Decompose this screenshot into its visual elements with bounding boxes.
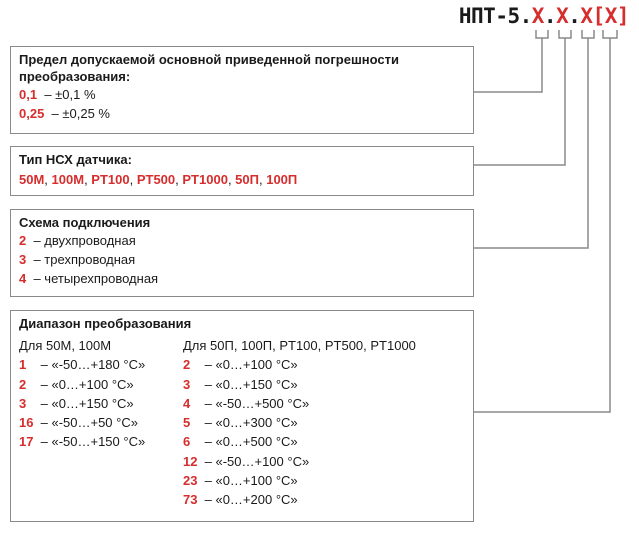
range-item [183, 394, 416, 413]
range-text: – «0…+100 °C» [40, 376, 134, 392]
accuracy-box [10, 46, 474, 134]
range-item [183, 452, 416, 471]
separator: , [129, 172, 137, 187]
range-code: 1 [19, 357, 27, 373]
range-text: – «-50…+150 °C» [40, 434, 146, 450]
wiring-code: 3 [19, 252, 27, 267]
range-text: – «-50…+180 °C» [40, 357, 146, 373]
wiring-code: 4 [19, 271, 27, 286]
bracket-sensor [559, 30, 571, 38]
dot-separator: . [543, 4, 557, 28]
range-item [19, 375, 145, 394]
range-text: – «0…+100 °C» [204, 473, 298, 489]
accuracy-item [19, 85, 465, 104]
range-code: 23 [183, 473, 198, 489]
range-text: – «-50…+50 °C» [40, 415, 138, 431]
range-item [183, 432, 416, 451]
range-item [183, 375, 416, 394]
range-text: – «0…+300 °C» [204, 415, 298, 431]
separator: , [44, 172, 52, 187]
sensor-type: PT1000 [182, 172, 228, 187]
accuracy-text: – ±0,1 % [44, 87, 96, 102]
wiring-heading: Схема подключения [19, 215, 151, 230]
separator: , [258, 172, 267, 187]
accuracy-item [19, 104, 465, 123]
placeholder-accuracy: X [531, 4, 544, 28]
range-text: – «-50…+100 °C» [204, 453, 310, 469]
wiring-box [10, 209, 474, 297]
wiring-code: 2 [19, 233, 27, 248]
sensor-type: PT500 [136, 172, 176, 187]
range-code: 3 [183, 376, 191, 392]
bracket-wiring [582, 30, 594, 38]
wiring-item [19, 269, 465, 288]
sensor-box [10, 146, 474, 196]
placeholder-range: X [604, 4, 617, 28]
range-item [183, 471, 416, 490]
accuracy-heading-cont: преобразования: [19, 69, 131, 84]
range-code: 6 [183, 434, 191, 450]
bracket-range [603, 30, 617, 38]
accuracy-text: – ±0,25 % [51, 106, 110, 121]
placeholder-sensor: X [556, 4, 569, 28]
accuracy-heading: Предел допускаемой основной приведенной погрешности [19, 52, 400, 67]
placeholder-wiring: X [580, 4, 593, 28]
separator: , [227, 172, 236, 187]
range-heading: Диапазон преобразования [19, 316, 192, 331]
range-item [19, 413, 145, 432]
sensor-type: 50М [19, 172, 45, 187]
range-code: 16 [19, 415, 34, 431]
sensor-types [19, 170, 465, 189]
connector-range [474, 38, 610, 412]
separator: , [84, 172, 92, 187]
range-item [19, 394, 145, 413]
range-text: – «-50…+500 °C» [204, 395, 310, 411]
dot-separator: . [568, 4, 581, 28]
sensor-heading: Тип НСХ датчика: [19, 152, 132, 167]
wiring-text: – трехпроводная [33, 252, 136, 267]
bracket-close: ] [616, 4, 629, 28]
range-code: 5 [183, 415, 191, 431]
range-code: 73 [183, 492, 198, 508]
range-left-title: Для 50М, 100М [19, 338, 112, 353]
accuracy-code: 0,25 [19, 106, 45, 121]
accuracy-code: 0,1 [19, 87, 38, 102]
range-item [19, 355, 145, 374]
range-text: – «0…+200 °C» [204, 492, 298, 508]
range-code: 12 [183, 453, 198, 469]
range-box [10, 310, 474, 522]
wiring-text: – четырехпроводная [33, 271, 159, 286]
sensor-type: 100М [51, 172, 85, 187]
wiring-item [19, 231, 465, 250]
range-code: 17 [19, 434, 34, 450]
range-right-title: Для 50П, 100П, PT100, PT500, PT1000 [183, 338, 416, 353]
range-code: 2 [19, 376, 27, 392]
range-text: – «0…+150 °C» [40, 395, 134, 411]
connector-sensor [474, 38, 565, 165]
connector-accuracy [474, 38, 542, 92]
bracket-open: [ [592, 4, 605, 28]
range-text: – «0…+500 °C» [204, 434, 298, 450]
separator: , [175, 172, 183, 187]
sensor-type: PT100 [91, 172, 130, 187]
range-item [183, 355, 416, 374]
range-text: – «0…+100 °C» [204, 357, 298, 373]
sensor-type: 50П [235, 172, 259, 187]
model-prefix: НПТ-5. [458, 4, 532, 28]
range-code: 3 [19, 395, 27, 411]
range-code: 4 [183, 395, 191, 411]
range-item [183, 490, 416, 509]
range-item [19, 432, 145, 451]
connector-wiring [474, 38, 588, 248]
range-right-column [183, 336, 416, 510]
range-text: – «0…+150 °C» [204, 376, 298, 392]
sensor-type: 100П [266, 172, 298, 187]
wiring-text: – двухпроводная [33, 233, 136, 248]
wiring-item [19, 250, 465, 269]
range-item [183, 413, 416, 432]
range-left-column [19, 336, 145, 452]
range-code: 2 [183, 357, 191, 373]
bracket-accuracy [536, 30, 548, 38]
